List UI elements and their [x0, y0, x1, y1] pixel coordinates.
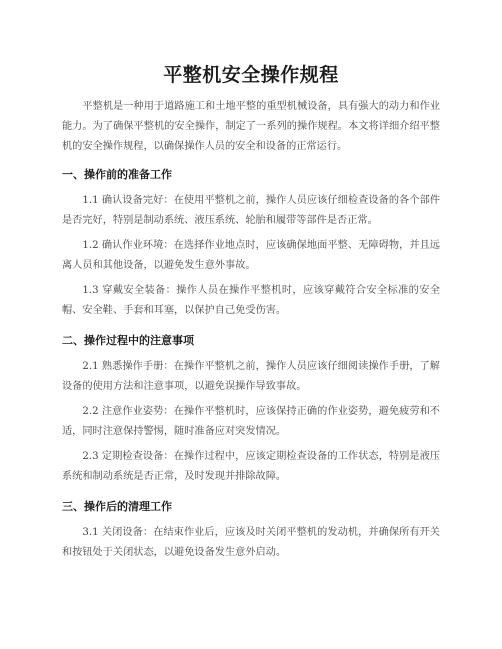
- paragraph-3-1: 3.1 关闭设备：在结束作业后，应该及时关闭平整机的发动机，并确保所有开关和按钮处于关闭状态，以避免设备发生意外启动。: [62, 527, 440, 558]
- paragraph-1-2: 1.2 确认作业环境：在选择作业地点时，应该确保地面平整、无障碍物，并且远离人员和其他设备，以避免发生意外事故。: [62, 240, 440, 271]
- paragraph-2-2: 2.2 注意作业姿势：在操作平整机时，应该保持正确的作业姿势，避免疲劳和不适，同时注意保持警惕，随时准备应对突发情况。: [62, 406, 440, 437]
- paragraph-2-1: 2.1 熟悉操作手册：在操作平整机之前，操作人员应该仔细阅读操作手册，了解设备的使用方法和注意事项，以避免误操作导致事故。: [62, 361, 440, 392]
- paragraph-1-1: 1.1 确认设备完好：在使用平整机之前，操作人员应该仔细检查设备的各个部件是否完好，特别是制动系统、液压系统、轮胎和履带等部件是否正常。: [62, 195, 440, 226]
- document-title: 平整机安全操作规程: [163, 64, 339, 86]
- intro-paragraph: 平整机是一种用于道路施工和土地平整的重型机械设备，具有强大的动力和作业能力。为了确保平整机的安全操作，制定了一系列的操作规程。本文将详细介绍平整机的安全操作规程，以确保操作人员的安全和设备的正常运行。: [62, 101, 440, 152]
- section-heading-cleanup: 三、操作后的清理工作: [62, 500, 172, 513]
- paragraph-2-3: 2.3 定期检查设备：在操作过程中，应该定期检查设备的工作状态，特别是液压系统和制动系统是否正常，及时发现并排除故障。: [62, 451, 440, 482]
- paragraph-1-3: 1.3 穿戴安全装备：操作人员在操作平整机时，应该穿戴符合安全标准的安全帽、安全鞋、手套和耳塞，以保护自己免受伤害。: [62, 285, 440, 316]
- section-heading-preparation: 一、操作前的准备工作: [62, 168, 172, 181]
- document-body: [62, 97, 440, 568]
- section-heading-precautions: 二、操作过程中的注意事项: [62, 334, 194, 347]
